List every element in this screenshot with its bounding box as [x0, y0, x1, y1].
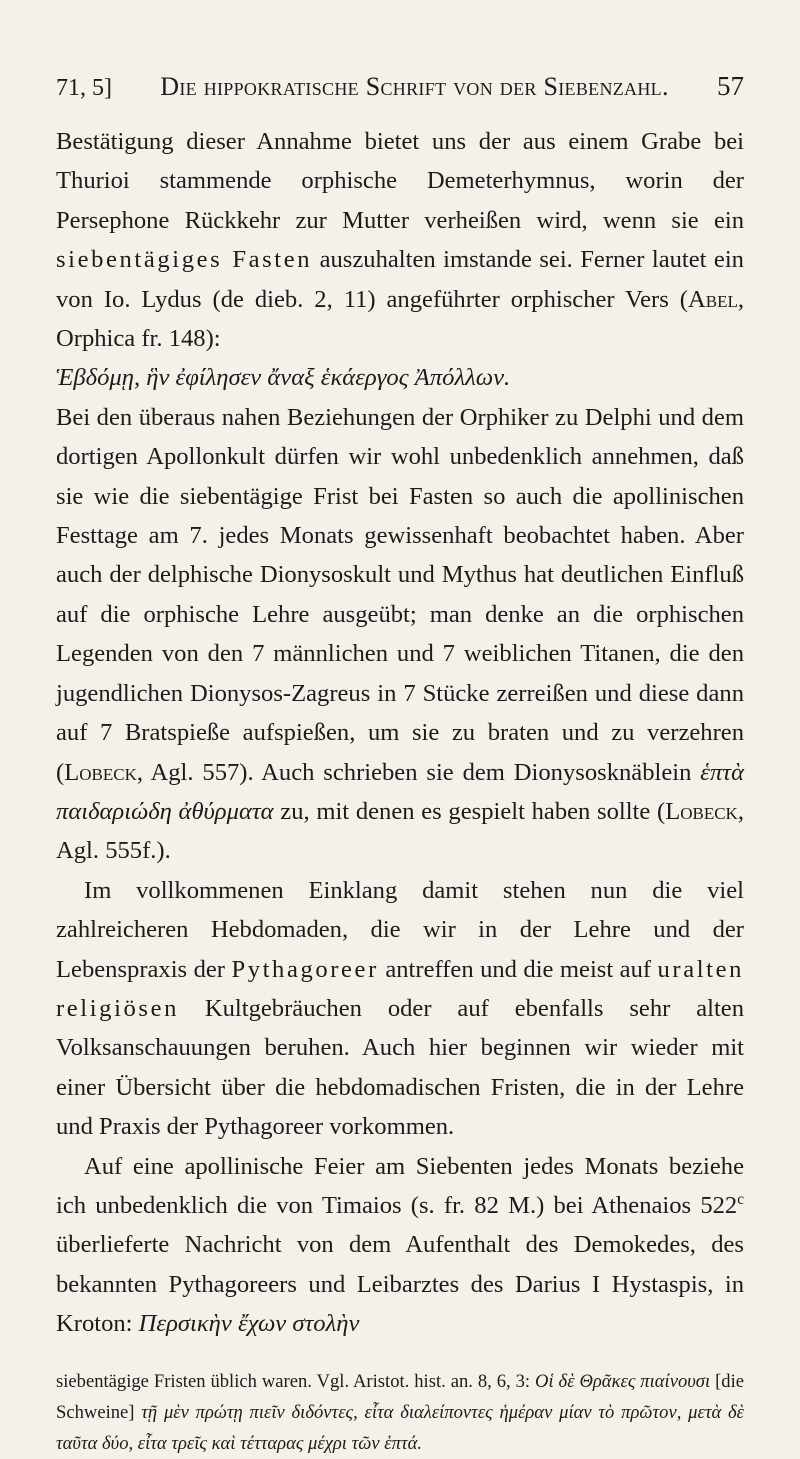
greek-phrase: Οἱ δὲ Θρᾶκες πιαίνουσι: [535, 1370, 711, 1392]
text-run: , Orphica fr. 148):: [56, 285, 744, 353]
page-number: 57: [717, 71, 744, 101]
paragraph-1: [56, 122, 744, 871]
text-run: Kultgebräuchen oder auf ebenfalls sehr alten Volksanschauungen beruhen. Auch hier beginnen wir wieder mit einer Übersicht über die hebdomadischen Fristen, die in der Lehre und Praxis der Pythagoreer vorkommen.: [56, 994, 744, 1141]
footnote: [56, 1366, 744, 1459]
text-run: , Agl. 557). Auch schrieben sie dem Dionysosknäblein: [136, 758, 701, 786]
body-text: [56, 122, 744, 1344]
emphasis-spaced: uralten religiösen: [56, 955, 744, 1022]
paragraph-3: [56, 1147, 744, 1344]
text-run: antreffen und die meist auf: [378, 955, 658, 983]
text-run: auszuhalten imstande sei. Ferner lautet ein von Io. Lydus (de dieb. 2, 11) angeführter orphischer Vers (: [56, 246, 744, 313]
greek-phrase: τῇ μὲν πρώτῃ πιεῖν διδόντες, εἶτα διαλείποντες ἡμέραν μίαν τὸ πρῶτον, μετὰ δὲ ταῦτα δύο, εἶτα τρεῖς καὶ τέτταρας μέχρι τῶν ἑπτά.: [56, 1401, 744, 1454]
text-run: Auf eine apollinische Feier am Siebenten jedes Monats beziehe ich unbedenklich die von Timaios (s. fr. 82 M.) bei Athenaios 522: [56, 1152, 744, 1219]
author-name: Abel: [687, 285, 738, 313]
superscript: c: [737, 1190, 744, 1208]
footnote-text: siebentägige Fristen üblich waren. Vgl. Aristot. hist. an. 8, 6, 3:: [56, 1370, 536, 1392]
emphasis-spaced: siebentägiges Fasten: [56, 246, 313, 274]
running-title: Die hippokratische Schrift von der Siebenzahl.: [160, 72, 669, 101]
paragraph-2: [56, 871, 744, 1147]
text-run: überlieferte Nachricht von dem Aufenthalt des Demokedes, des bekannten Pythagoreers und Leibarztes des Darius I Hystaspis, in Kroton:: [56, 1231, 744, 1338]
running-head: [56, 66, 744, 106]
footnote-text: [die Schweine]: [56, 1370, 744, 1423]
section-reference: 71, 5]: [56, 75, 112, 101]
author-name: Lobeck: [64, 758, 137, 786]
text-run: Im vollkommenen Einklang damit stehen nun die viel zahlreicheren Hebdomaden, die wir in der Lehre und der Lebenspraxis der: [56, 876, 744, 983]
text-run: , Agl. 555f.).: [56, 797, 744, 865]
greek-verse: Ἑβδόμῃ, ἣν ἐφίλησεν ἄναξ ἑκάεργος Ἀπόλλων.: [56, 364, 511, 392]
greek-phrase: Περσικὴν ἔχων στολὴν: [138, 1310, 360, 1338]
text-run: zu, mit denen es gespielt haben sollte (: [273, 797, 666, 825]
text-run: Bestätigung dieser Annahme bietet uns der aus einem Grabe bei Thurioi stammende orphische Demeterhymnus, worin der Persephone Rückkehr zur Mutter verheißen wird, wenn sie ein: [56, 128, 744, 234]
emphasis-spaced: Pythagoreer: [231, 955, 379, 983]
greek-phrase: ἑπτὰ παιδαριώδη ἀθύρματα: [56, 758, 744, 825]
author-name: Lobeck: [665, 797, 738, 825]
page: [56, 66, 744, 1459]
text-run: Bei den überaus nahen Beziehungen der Orphiker zu Delphi und dem dortigen Apollonkult dürfen wir wohl unbedenklich annehmen, daß sie wie die siebentägige Frist bei Fasten so auch die apollinischen Festtage am 7. jedes Monats gewissenhaft beobachtet haben. Aber auch der delphische Dionysoskult und Mythus hat deutlichen Einfluß auf die orphische Lehre ausgeübt; man denke an die orphischen Legenden von den 7 männlichen und 7 weiblichen Titanen, die den jugendlichen Dionysos-Zagreus in 7 Stücke zerreißen und diese dann auf 7 Bratspieße aufspießen, um sie zu braten und zu verzehren (: [56, 403, 744, 786]
